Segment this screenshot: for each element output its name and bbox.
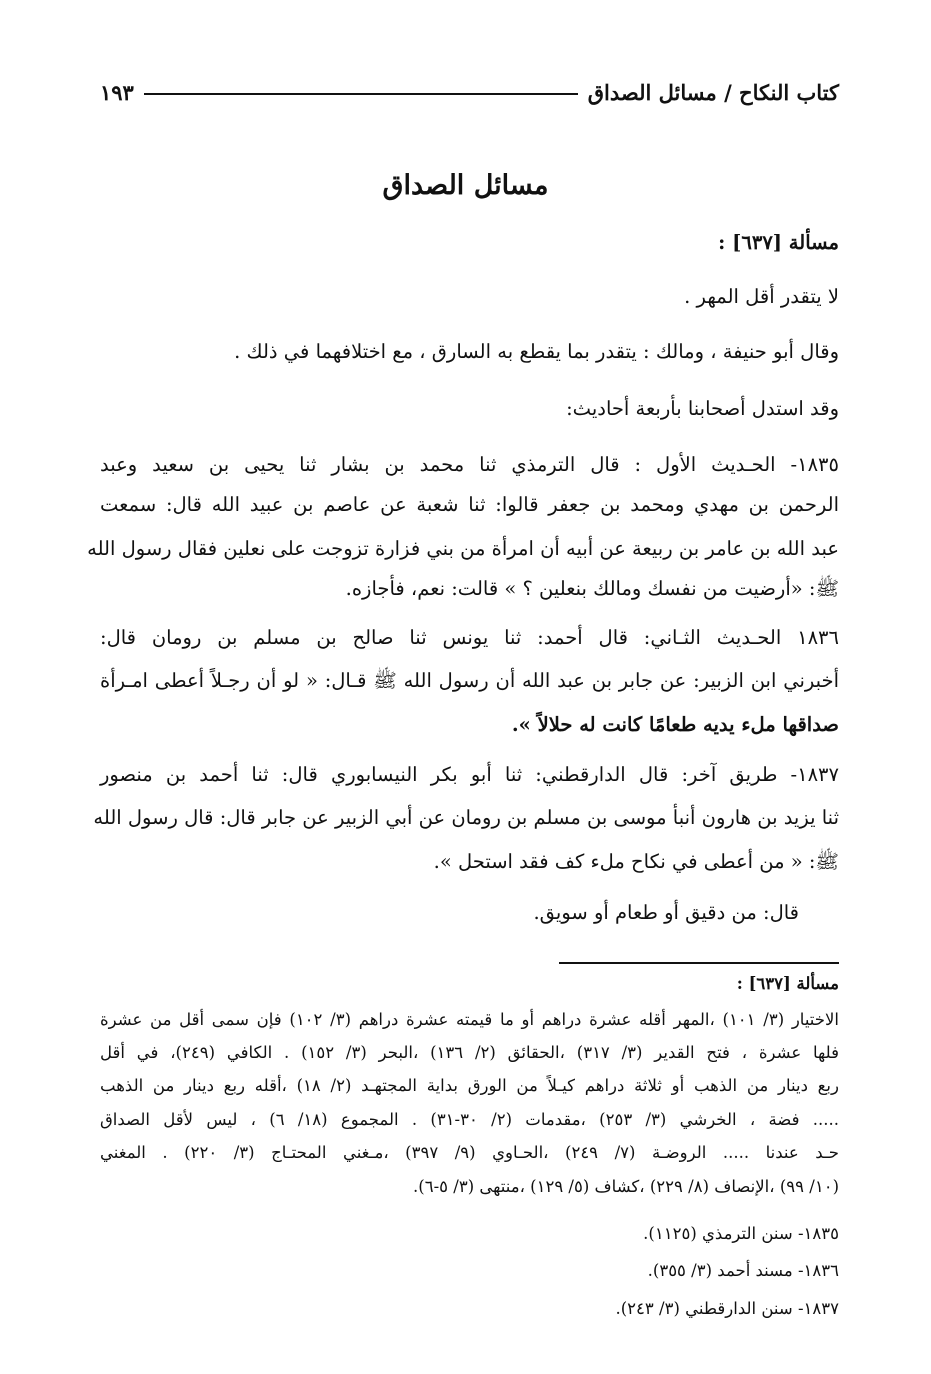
footnote-ref: ١٨٣٥- سنن الترمذي (١١٢٥). (643, 1224, 839, 1243)
footnote-line: (١٠/ ٩٩) ،الإنصاف (٨/ ٢٢٩) ،كشاف (٥/ ١٢٩) ،منتهى (٣/ ٥-٦). (413, 1177, 839, 1196)
hadith-1836-line: ١٨٣٦ الحـديث الثـاني: قال أحمد: ثنا يونس ثنا صالح بن مسلم بن رومان قال: (100, 626, 839, 649)
footnote-rule (559, 962, 839, 964)
footnote-line: ربع دينار من الذهب أو ثلاثة دراهم كيـلاً من الورق بداية المجتهـد (٢/ ١٨) ،أقله ربع دينار من الذهب (100, 1076, 839, 1095)
paragraph-line: لا يتقدر أقل المهر . (684, 285, 839, 308)
footnote-line: الاختيار (٣/ ١٠١) ،المهر أقله عشرة دراهم أو ما قيمته عشرة دراهم (٣/ ١٠٢) فإن سمى أقل من عشرة (100, 1010, 839, 1029)
hadith-1837-line: ١٨٣٧- طريق آخر: قال الدارقطني: ثنا أبو بكر النيسابوري قال: ثنا أحمد بن منصور (100, 763, 839, 786)
hadith-1835-line: ﷺ: «أرضيت من نفسك ومالك بنعلين ؟ » قالت: نعم، فأجازه. (345, 577, 839, 600)
hadith-1835-line: ١٨٣٥- الحـديث الأول : قال الترمذي ثنا محمد بن بشار ثنا يحيى بن سعيد وعبد (100, 453, 839, 476)
paragraph-line: وقد استدل أصحابنا بأربعة أحاديث: (566, 397, 839, 420)
hadith-1836-line: صداقها ملء يديه طعامًا كانت له حلالاً ». (511, 713, 839, 736)
hadith-1837-line: ﷺ: « من أعطى في نكاح ملء كف فقد استحل ». (433, 850, 839, 873)
header-rule (144, 93, 578, 95)
section-title: مسائل الصداق (382, 170, 549, 201)
closing-line: قال: من دقيق أو طعام أو سويق. (533, 901, 799, 924)
paragraph-line: وقال أبو حنيفة ، ومالك : يتقدر بما يقطع به السارق ، مع اختلافهما في ذلك . (234, 340, 839, 363)
issue-label: مسألة [٦٣٧] : (718, 231, 839, 254)
hadith-1835-line: الرحمن بن مهدي ومحمد بن جعفر قالوا: ثنا شعبة عن عاصم بن عبيد الله قال: سمعت (100, 493, 839, 516)
chapter-title: كتاب النكاح / مسائل الصداق (587, 79, 839, 105)
hadith-1835-line: عبد الله بن عامر بن ربيعة عن أبيه أن امرأة من بني فزارة تزوجت على نعلين فقال رسول الله (87, 537, 839, 560)
footnote-ref: ١٨٣٦- مسند أحمد (٣/ ٣٥٥). (647, 1261, 839, 1280)
hadith-1837-line: ثنا يزيد بن هارون أنبأ موسى بن مسلم بن رومان عن أبي الزبير عن جابر قال: قال رسول الله (93, 806, 839, 829)
footnote-line: فلها عشرة ، فتح القدير (٣/ ٣١٧) ،الحقائق (٢/ ١٣٦) ،البحر (٣/ ١٥٢) . الكافي (٢٤٩)، في أقل (100, 1043, 839, 1062)
running-header (100, 72, 839, 112)
footnote-line: حـد عندنا ..... الروضـة (٧/ ٢٤٩) ،الحـاوي (٩/ ٣٩٧) ،مـغني المحتـاج (٣/ ٢٢٠) . المغني (100, 1143, 839, 1162)
page-number: ١٩٣ (100, 79, 134, 105)
hadith-1836-line: أخبرني ابن الزبير: عن جابر بن عبد الله أن رسول الله ﷺ قـال: « لو أن رجـلاً أعطى امـرأة (100, 669, 839, 692)
footnote-issue-label: مسألة [٦٣٧] : (736, 974, 839, 993)
footnote-line: ..... فضة ، الخرشي (٣/ ٢٥٣) ،مقدمات (٢/ ٣٠-٣١) . المجموع (١٨/ ٦) ، ليس لأقل الصداق (100, 1110, 839, 1129)
footnote-ref: ١٨٣٧- سنن الدارقطني (٣/ ٢٤٣). (615, 1299, 839, 1318)
